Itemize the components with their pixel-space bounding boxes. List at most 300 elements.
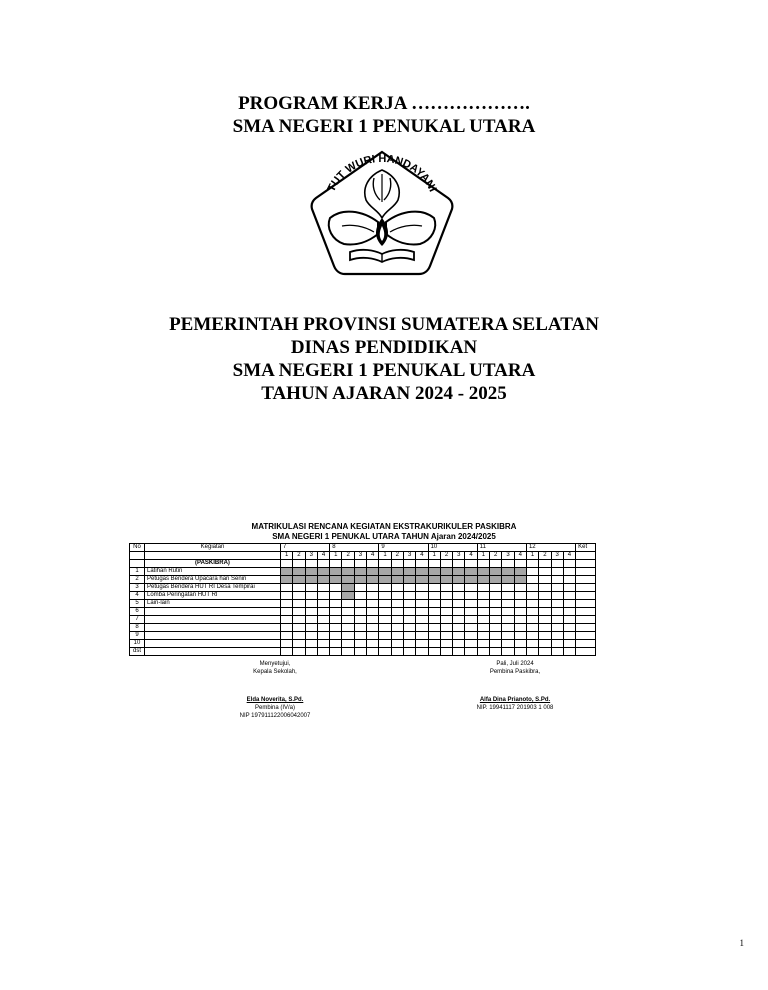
- schedule-cell: [403, 640, 415, 648]
- header-ket: Ket: [576, 544, 596, 552]
- schedule-cell: [502, 600, 514, 608]
- program-title: PROGRAM KERJA ……………….: [238, 93, 530, 114]
- schedule-cell: [551, 616, 563, 624]
- header-week: 3: [502, 552, 514, 560]
- schedule-cell: [391, 624, 403, 632]
- row-number: 2: [130, 576, 145, 584]
- schedule-cell: [465, 584, 477, 592]
- schedule-cell: [551, 640, 563, 648]
- schedule-cell: [428, 648, 440, 656]
- school-name-title: SMA NEGERI 1 PENUKAL UTARA: [232, 116, 536, 137]
- coach-nip: NIP. 19941117 201903 1 008: [476, 705, 554, 711]
- schedule-cell: [428, 624, 440, 632]
- schedule-cell: [354, 560, 366, 568]
- schedule-cell: [551, 632, 563, 640]
- schedule-cell: [354, 648, 366, 656]
- schedule-cell: [477, 568, 489, 576]
- header-week: 1: [477, 552, 489, 560]
- schedule-cell: [281, 600, 293, 608]
- header-week: 1: [428, 552, 440, 560]
- header-month: 7: [281, 544, 330, 552]
- schedule-cell: [293, 608, 305, 616]
- schedule-cell: [281, 624, 293, 632]
- schedule-cell: [539, 648, 551, 656]
- schedule-cell: [490, 576, 502, 584]
- row-number: 5: [130, 600, 145, 608]
- schedule-cell: [514, 616, 526, 624]
- schedule-cell: [293, 648, 305, 656]
- schedule-cell: [563, 624, 575, 632]
- schedule-cell: [539, 592, 551, 600]
- schedule-cell: [317, 600, 329, 608]
- schedule-cell: [465, 640, 477, 648]
- section-blank: [130, 560, 145, 568]
- schedule-cell: [490, 616, 502, 624]
- schedule-cell: [428, 608, 440, 616]
- schedule-cell: [502, 632, 514, 640]
- row-number: 4: [130, 592, 145, 600]
- schedule-cell: [526, 632, 538, 640]
- schedule-cell: [403, 632, 415, 640]
- schedule-cell: [477, 584, 489, 592]
- header-week: 2: [440, 552, 452, 560]
- schedule-cell: [440, 584, 452, 592]
- agency-province: PEMERINTAH PROVINSI SUMATERA SELATAN: [169, 314, 599, 335]
- schedule-cell: [453, 616, 465, 624]
- schedule-cell: [317, 584, 329, 592]
- schedule-cell: [416, 616, 428, 624]
- schedule-cell: [490, 608, 502, 616]
- agency-department: DINAS PENDIDIKAN: [290, 337, 478, 358]
- schedule-cell: [354, 632, 366, 640]
- schedule-cell: [379, 632, 391, 640]
- ket-cell: [576, 640, 596, 648]
- table-row: [130, 640, 596, 648]
- schedule-cell: [490, 600, 502, 608]
- activity-name: [145, 608, 281, 616]
- logo-motto: TUT WURI HANDAYANI: [325, 152, 439, 194]
- header-week: 1: [526, 552, 538, 560]
- schedule-cell: [453, 600, 465, 608]
- schedule-cell: [317, 608, 329, 616]
- schedule-cell: [330, 648, 342, 656]
- row-number: 1: [130, 568, 145, 576]
- schedule-cell: [391, 632, 403, 640]
- schedule-cell: [305, 584, 317, 592]
- schedule-cell: [342, 592, 354, 600]
- schedule-cell: [379, 616, 391, 624]
- schedule-cell: [465, 648, 477, 656]
- schedule-cell: [514, 584, 526, 592]
- schedule-cell: [391, 576, 403, 584]
- schedule-cell: [367, 568, 379, 576]
- header-week: 4: [563, 552, 575, 560]
- row-number: 3: [130, 584, 145, 592]
- schedule-cell: [490, 632, 502, 640]
- tut-wuri-handayani-logo: [302, 148, 462, 278]
- schedule-cell: [391, 616, 403, 624]
- schedule-cell: [453, 584, 465, 592]
- schedule-cell: [514, 632, 526, 640]
- schedule-cell: [281, 592, 293, 600]
- schedule-cell: [477, 624, 489, 632]
- schedule-cell: [354, 616, 366, 624]
- schedule-cell: [514, 560, 526, 568]
- document-title: [0, 92, 768, 138]
- schedule-cell: [428, 616, 440, 624]
- schedule-cell: [453, 568, 465, 576]
- header-month: 12: [526, 544, 575, 552]
- header-week: 2: [490, 552, 502, 560]
- schedule-cell: [403, 584, 415, 592]
- schedule-cell: [526, 576, 538, 584]
- matrix-header-row: [130, 544, 596, 552]
- schedule-cell: [293, 576, 305, 584]
- schedule-cell: [526, 560, 538, 568]
- schedule-cell: [367, 616, 379, 624]
- schedule-cell: [354, 600, 366, 608]
- schedule-cell: [281, 560, 293, 568]
- activity-name: Lain-lain: [145, 600, 281, 608]
- activity-name: Lomba Peringatan HUT RI: [145, 592, 281, 600]
- schedule-cell: [539, 584, 551, 592]
- schedule-cell: [354, 592, 366, 600]
- row-number: 7: [130, 616, 145, 624]
- schedule-cell: [440, 576, 452, 584]
- schedule-cell: [305, 560, 317, 568]
- table-row: [130, 600, 596, 608]
- table-row: [130, 608, 596, 616]
- schedule-cell: [453, 624, 465, 632]
- activity-name: [145, 616, 281, 624]
- schedule-cell: [465, 624, 477, 632]
- schedule-cell: [563, 616, 575, 624]
- schedule-cell: [526, 608, 538, 616]
- matrix-week-row: [130, 552, 596, 560]
- schedule-cell: [379, 600, 391, 608]
- ket-cell: [576, 592, 596, 600]
- schedule-cell: [551, 600, 563, 608]
- schedule-cell: [465, 592, 477, 600]
- schedule-cell: [490, 624, 502, 632]
- table-row: [130, 648, 596, 656]
- schedule-cell: [354, 640, 366, 648]
- header-week: 3: [403, 552, 415, 560]
- schedule-cell: [293, 584, 305, 592]
- matrix-heading: [0, 522, 768, 542]
- header-week: 3: [453, 552, 465, 560]
- ket-cell: [576, 648, 596, 656]
- header-month: 9: [379, 544, 428, 552]
- schedule-cell: [379, 560, 391, 568]
- schedule-cell: [281, 616, 293, 624]
- header-week: 4: [465, 552, 477, 560]
- schedule-cell: [490, 648, 502, 656]
- schedule-cell: [526, 624, 538, 632]
- schedule-cell: [305, 624, 317, 632]
- schedule-cell: [539, 608, 551, 616]
- header-month: 8: [330, 544, 379, 552]
- schedule-cell: [477, 648, 489, 656]
- schedule-cell: [416, 608, 428, 616]
- row-number: 10: [130, 640, 145, 648]
- schedule-cell: [440, 600, 452, 608]
- schedule-cell: [490, 640, 502, 648]
- schedule-cell: [305, 632, 317, 640]
- schedule-cell: [281, 632, 293, 640]
- schedule-cell: [354, 624, 366, 632]
- header-week: 2: [342, 552, 354, 560]
- schedule-cell: [317, 568, 329, 576]
- schedule-cell: [551, 592, 563, 600]
- schedule-cell: [440, 648, 452, 656]
- schedule-cell: [563, 568, 575, 576]
- schedule-cell: [281, 648, 293, 656]
- schedule-cell: [293, 632, 305, 640]
- header-month: 10: [428, 544, 477, 552]
- schedule-cell: [293, 640, 305, 648]
- schedule-cell: [465, 608, 477, 616]
- schedule-cell: [317, 576, 329, 584]
- schedule-cell: [330, 592, 342, 600]
- schedule-cell: [330, 640, 342, 648]
- schedule-cell: [281, 568, 293, 576]
- schedule-cell: [502, 616, 514, 624]
- header-no: No: [130, 544, 145, 552]
- schedule-cell: [342, 640, 354, 648]
- schedule-cell: [526, 600, 538, 608]
- schedule-cell: [563, 648, 575, 656]
- schedule-cell: [416, 560, 428, 568]
- row-number: 8: [130, 624, 145, 632]
- schedule-cell: [403, 592, 415, 600]
- activity-name: Petugas Bendera Upacara hari Senin: [145, 576, 281, 584]
- schedule-cell: [428, 640, 440, 648]
- schedule-cell: [305, 568, 317, 576]
- matrix-section-row: [130, 560, 596, 568]
- ket-cell: [576, 560, 596, 568]
- schedule-cell: [305, 640, 317, 648]
- schedule-cell: [330, 632, 342, 640]
- schedule-cell: [490, 592, 502, 600]
- schedule-cell: [465, 576, 477, 584]
- table-row: [130, 632, 596, 640]
- schedule-cell: [428, 584, 440, 592]
- schedule-cell: [330, 568, 342, 576]
- schedule-cell: [330, 616, 342, 624]
- schedule-cell: [330, 608, 342, 616]
- matrix-title: MATRIKULASI RENCANA KEGIATAN EKSTRAKURIKULER PASKIBRA: [251, 522, 517, 531]
- schedule-cell: [317, 640, 329, 648]
- header-week: 4: [367, 552, 379, 560]
- schedule-cell: [526, 592, 538, 600]
- schedule-cell: [281, 576, 293, 584]
- schedule-cell: [317, 624, 329, 632]
- schedule-cell: [330, 560, 342, 568]
- schedule-cell: [539, 560, 551, 568]
- schedule-cell: [342, 584, 354, 592]
- schedule-cell: [453, 648, 465, 656]
- schedule-cell: [465, 560, 477, 568]
- schedule-cell: [403, 608, 415, 616]
- schedule-cell: [514, 592, 526, 600]
- schedule-cell: [563, 584, 575, 592]
- schedule-cell: [563, 640, 575, 648]
- schedule-cell: [502, 584, 514, 592]
- schedule-cell: [440, 624, 452, 632]
- schedule-cell: [379, 624, 391, 632]
- schedule-cell: [305, 600, 317, 608]
- header-week: 2: [391, 552, 403, 560]
- schedule-cell: [317, 560, 329, 568]
- schedule-cell: [367, 576, 379, 584]
- schedule-cell: [293, 600, 305, 608]
- schedule-cell: [317, 592, 329, 600]
- schedule-cell: [539, 576, 551, 584]
- table-row: [130, 568, 596, 576]
- schedule-cell: [379, 576, 391, 584]
- schedule-cell: [539, 632, 551, 640]
- schedule-cell: [379, 648, 391, 656]
- activity-name: Latihan Rutin: [145, 568, 281, 576]
- week-blank: [576, 552, 596, 560]
- activity-name: [145, 640, 281, 648]
- signature-coach: [460, 660, 570, 712]
- schedule-cell: [391, 608, 403, 616]
- header-week: 2: [539, 552, 551, 560]
- schedule-cell: [342, 568, 354, 576]
- schedule-cell: [477, 560, 489, 568]
- activity-matrix-table: [129, 543, 596, 656]
- week-blank: [145, 552, 281, 560]
- schedule-cell: [551, 584, 563, 592]
- principal-nip: NIP 197911122006042007: [239, 713, 311, 719]
- schedule-cell: [465, 632, 477, 640]
- schedule-cell: [367, 608, 379, 616]
- schedule-cell: [453, 632, 465, 640]
- row-number: dst: [130, 648, 145, 656]
- table-row: [130, 584, 596, 592]
- schedule-cell: [477, 576, 489, 584]
- ket-cell: [576, 632, 596, 640]
- schedule-cell: [403, 648, 415, 656]
- schedule-cell: [440, 592, 452, 600]
- schedule-cell: [379, 592, 391, 600]
- schedule-cell: [453, 608, 465, 616]
- schedule-cell: [305, 616, 317, 624]
- schedule-cell: [391, 648, 403, 656]
- schedule-cell: [354, 576, 366, 584]
- schedule-cell: [477, 592, 489, 600]
- schedule-cell: [342, 648, 354, 656]
- schedule-cell: [453, 592, 465, 600]
- schedule-cell: [293, 616, 305, 624]
- schedule-cell: [539, 624, 551, 632]
- header-week: 1: [281, 552, 293, 560]
- schedule-cell: [367, 584, 379, 592]
- schedule-cell: [453, 576, 465, 584]
- schedule-cell: [514, 648, 526, 656]
- schedule-cell: [367, 600, 379, 608]
- schedule-cell: [539, 640, 551, 648]
- schedule-cell: [428, 592, 440, 600]
- table-row: [130, 576, 596, 584]
- header-week: 4: [514, 552, 526, 560]
- schedule-cell: [354, 568, 366, 576]
- schedule-cell: [440, 640, 452, 648]
- schedule-cell: [514, 600, 526, 608]
- schedule-cell: [391, 584, 403, 592]
- schedule-cell: [391, 568, 403, 576]
- schedule-cell: [465, 568, 477, 576]
- schedule-cell: [477, 608, 489, 616]
- section-label: (PASKIBRA): [145, 560, 281, 568]
- schedule-cell: [416, 624, 428, 632]
- schedule-cell: [502, 648, 514, 656]
- schedule-cell: [367, 624, 379, 632]
- schedule-cell: [367, 640, 379, 648]
- header-week: 1: [379, 552, 391, 560]
- schedule-cell: [391, 600, 403, 608]
- schedule-cell: [563, 592, 575, 600]
- table-row: [130, 624, 596, 632]
- ket-cell: [576, 568, 596, 576]
- schedule-cell: [428, 632, 440, 640]
- schedule-cell: [416, 648, 428, 656]
- coach-title: Pembina Paskibra,: [489, 669, 541, 675]
- schedule-cell: [502, 608, 514, 616]
- schedule-cell: [477, 632, 489, 640]
- header-week: 3: [305, 552, 317, 560]
- schedule-cell: [428, 560, 440, 568]
- schedule-cell: [502, 624, 514, 632]
- schedule-cell: [563, 600, 575, 608]
- row-number: 6: [130, 608, 145, 616]
- schedule-cell: [551, 648, 563, 656]
- schedule-cell: [514, 624, 526, 632]
- schedule-cell: [367, 592, 379, 600]
- schedule-cell: [416, 568, 428, 576]
- signature-principal: [220, 660, 330, 720]
- schedule-cell: [551, 608, 563, 616]
- schedule-cell: [563, 560, 575, 568]
- schedule-cell: [526, 616, 538, 624]
- schedule-cell: [379, 568, 391, 576]
- header-week: 1: [330, 552, 342, 560]
- schedule-cell: [379, 640, 391, 648]
- header-month: 11: [477, 544, 526, 552]
- schedule-cell: [490, 568, 502, 576]
- schedule-cell: [465, 616, 477, 624]
- schedule-cell: [440, 632, 452, 640]
- schedule-cell: [440, 568, 452, 576]
- schedule-cell: [502, 576, 514, 584]
- schedule-cell: [342, 600, 354, 608]
- schedule-cell: [514, 640, 526, 648]
- schedule-cell: [305, 648, 317, 656]
- schedule-cell: [391, 560, 403, 568]
- schedule-cell: [563, 576, 575, 584]
- schedule-cell: [563, 632, 575, 640]
- agency-school: SMA NEGERI 1 PENUKAL UTARA: [232, 360, 536, 381]
- agency-academic-year: TAHUN AJARAN 2024 - 2025: [261, 383, 507, 404]
- schedule-cell: [305, 592, 317, 600]
- schedule-cell: [367, 560, 379, 568]
- schedule-cell: [490, 584, 502, 592]
- schedule-cell: [526, 640, 538, 648]
- principal-rank: Pembina (IV/a): [254, 705, 296, 711]
- schedule-cell: [453, 560, 465, 568]
